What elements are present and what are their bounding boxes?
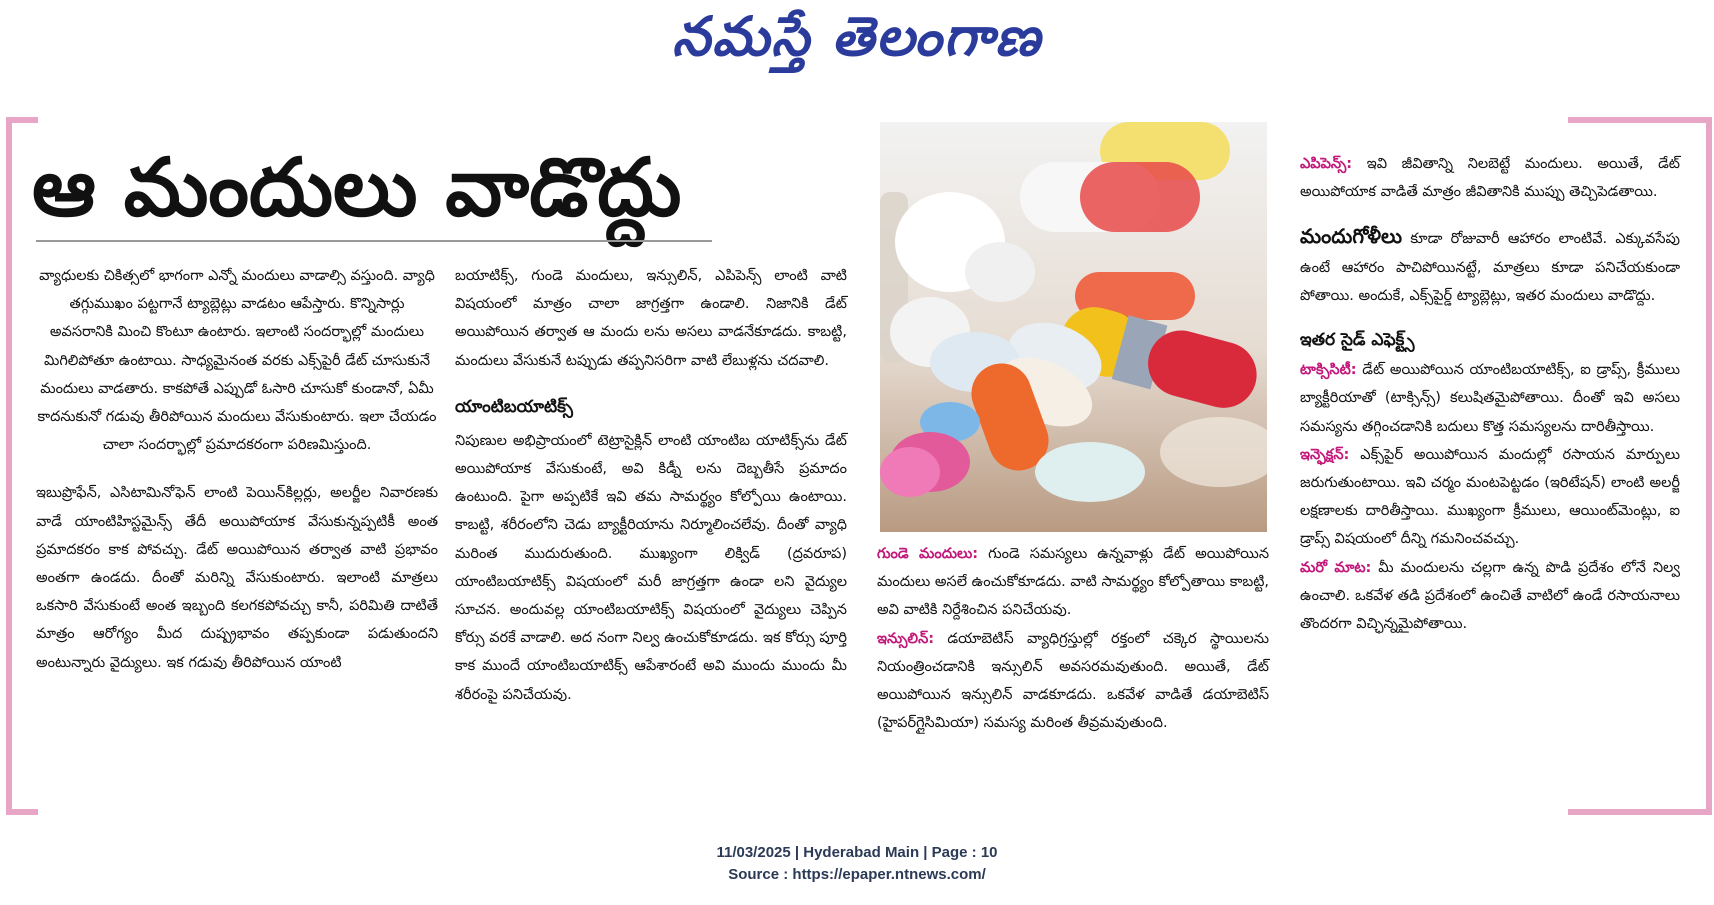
paragraph-text: ఇవి జీవితాన్ని నిలబెట్టే మందులు. అయితే, డేట్ అయిపోయాక వాడితే మాత్రం జీవితానికి ముప్పు తెచ్చిపెడతాయి. [1300, 156, 1680, 201]
term-epipens: ఎపిపెన్స్: [1300, 156, 1353, 172]
paragraph-another-note [1300, 554, 1680, 639]
frame-border-left [6, 117, 12, 815]
paragraph-infection [1300, 441, 1680, 554]
subheading-side-effects: ఇతర సైడ్ ఎఫెక్ట్స్ [1300, 330, 1415, 351]
paragraph-text: మీ మందులను చల్లగా ఉన్న పొడి ప్రదేశం లోనే నిల్వ ఉంచాలి. ఒకవేళ తడి ప్రదేశంలో ఉంచితే వాటిలో ఉండే రసాయనాలు తొందరగా విచ్ఛిన్నమైపోతాయి. [1300, 559, 1680, 633]
article-column-1 [36, 262, 438, 677]
paragraph-text: కూడా రోజువారీ ఆహారం లాంటివే. ఎక్కువసేపు ఉంటే ఆహారం పాచిపోయినట్టే, మాత్రలు కూడా పనిచేయకుండా పోతాయి. అందుకే, ఎక్స్‌పైర్డ్ ట్యాబ్లెట్లు, ఇతర మందులు వాడొద్దు. [1300, 231, 1680, 304]
body-paragraph: ఇబుప్రొఫేన్, ఎసిటామినోఫెన్ లాంటి పెయిన్‌కిల్లర్లు, అలర్జీల నివారణకు వాడే యాంటిహిస్టమైన్స్ తేదీ అయిపోయాక వేసుకున్నప్పటికీ అంత ప్రమాదకరం కాక పోవచ్చు. డేట్ అయిపోయిన తర్వాత వాటి ప్రభావం అంతగా ఉండదు. దీంతో మరిన్ని వేసుకుంటారు. ఇలాంటి మాత్రలు ఒకసారి వేసుకుంటే అంత ఇబ్బంది కలగకపోవచ్చు కానీ, పరిమితి దాటితే మాత్రం ఆరోగ్యం మీద దుష్ప్రభావం తప్పకుండా పడుతుందని అంటున్నారు వైద్యులు. ఇక గడువు తీరిపోయిన యాంటి [36, 485, 438, 671]
frame-border-bottom-right [1568, 809, 1712, 815]
paragraph-text: గుండె సమస్యలు ఉన్నవాళ్లు డేట్ అయిపోయిన మందులు అసలే ఉంచుకోకూడదు. వాటి సామర్థ్యం కోల్పోతాయి కాబట్టి, అవి వాటికి నిర్దేశించిన పనిచేయవు. [877, 546, 1269, 619]
paragraph-pills [1300, 222, 1680, 310]
footer-source: Source : https://epaper.ntnews.com/ [728, 866, 986, 883]
term-infection: ఇన్ఫెక్షన్: [1300, 446, 1350, 463]
body-paragraph: బయాటిక్స్, గుండె మందులు, ఇన్సులిన్, ఎపిపెన్స్ లాంటి వాటి విషయంలో మాత్రం చాలా జాగ్రత్తగా ఉండాలి. నిజానికి డేట్ అయిపోయిన తర్వాత ఆ మందు లను అసలు వాడనేకూడదు. కాబట్టి, మందులు వేసుకునే టప్పుడు తప్పనిసరిగా వాటి లేబుళ్లను చదవాలి. [455, 268, 847, 369]
article-headline: ఆ మందులు వాడొద్దు [32, 141, 682, 234]
term-toxicity: టాక్సిసిటీ: [1300, 362, 1357, 379]
masthead-logo: నమస్తే తెలంగాణ [672, 4, 1042, 68]
footer-issue-info: 11/03/2025 | Hyderabad Main | Page : 10 [716, 844, 998, 861]
frame-border-top-right [1568, 117, 1712, 123]
term-pills: మందుగోళీలు [1300, 224, 1403, 249]
frame-border-top-left [6, 117, 38, 123]
article-column-3 [877, 540, 1269, 737]
subheading-antibiotics: యాంటిబయాటిక్స్ [455, 396, 573, 417]
body-paragraph: నిపుణుల అభిప్రాయంలో టెట్రాసైక్లిన్ లాంటి యాంటిబ యాటిక్స్‌ను డేట్ అయిపోయాక వేసుకుంటే, అవి కిడ్నీ లను దెబ్బతీసే ప్రమాదం ఉంటుంది. పైగా అప్పటికే ఇవి తమ సామర్థ్యం కోల్పోయి ఉంటాయి. కాబట్టి, శరీరంలోని చెడు బ్యాక్టీరియాను నిర్మూలించలేవు. దీంతో వ్యాధి మరింత ముదురుతుంది. ముఖ్యంగా లిక్విడ్ (ద్రవరూప) యాంటిబయాటిక్స్ విషయంలో మరీ జాగ్రత్తగా ఉండా లని వైద్యుల సూచన. అందువల్ల యాంటిబయాటిక్స్ విషయంలో వైద్యులు చెప్పిన కోర్సు వరకే వాడాలి. అద నంగా నిల్వ ఉంచుకోకూడదు. ఇక కోర్సు పూర్తి కాక ముందే యాంటిబయాటిక్స్ ఆపేశారంటే అవి ముందు ముందు మీ శరీరంపై పనిచేయవు. [455, 432, 847, 703]
lead-paragraph: వ్యాధులకు చికిత్సలో భాగంగా ఎన్నో మందులు వాడాల్సి వస్తుంది. వ్యాధి తగ్గుముఖం పట్టగానే ట్యాబ్లెట్లు వాడటం ఆపేస్తారు. కొన్నిసార్లు అవసరానికి మించి కొంటూ ఉంటారు. ఇలాంటి సందర్భాల్లో మందులు మిగిలిపోతూ ఉంటాయి. సాధ్యమైనంత వరకు ఎక్స్‌పైరీ డేట్ చూసుకునే మందులు వాడతారు. కాకపోతే ఎప్పుడో ఓసారి చూసుకో కుండానో, ఏమీ కాదనుకునో గడువు తీరిపోయిన మందులు వేసుకుంటారు. ఇలా చేయడం చాలా సందర్భాల్లో ప్రమాదకరంగా పరిణమిస్తుంది. [37, 268, 437, 454]
term-heart-medicines: గుండె మందులు: [877, 546, 979, 562]
term-another-note: మరో మాట: [1300, 559, 1372, 576]
pills-photo [880, 122, 1267, 532]
paragraph-insulin [877, 625, 1269, 738]
headline-divider [36, 240, 712, 242]
article-column-4 [1300, 150, 1680, 638]
article-column-2 [455, 262, 847, 709]
frame-border-bottom-left [6, 809, 38, 815]
pills-illustration [880, 122, 1267, 532]
term-insulin: ఇన్సులిన్: [877, 630, 935, 647]
frame-border-right [1706, 117, 1712, 815]
paragraph-epipens [1300, 150, 1680, 206]
paragraph-heart-medicines [877, 540, 1269, 625]
paragraph-text: ఎక్స్‌పైర్ అయిపోయిన మందుల్లో రసాయన మార్పులు జరుగుతుంటాయి. ఇవి చర్మం మంటపెట్టడం (ఇరిటేషన్) లాంటి అలర్జీ లక్షణాలకు దారితీస్తాయి. ముఖ్యంగా క్రీములు, ఆయింట్‌మెంట్లు, ఐ డ్రాప్స్ విషయంలో దీన్ని గమనించవచ్చు. [1300, 446, 1680, 548]
paragraph-text: డయాబెటిస్ వ్యాధిగ్రస్తుల్లో రక్తంలో చక్కెర స్థాయిలను నియంత్రించడానికి ఇన్సులిన్ అవసరమవుతుంది. అయితే, డేట్ అయిపోయిన ఇన్సులిన్ వాడకూడదు. ఒకవేళ వాడితే డయాబెటిస్ (హైపర్‌గ్లైసిమియా) సమస్య మరింత తీవ్రమవుతుంది. [877, 630, 1269, 732]
paragraph-text: డేట్ అయిపోయిన యాంటిబయాటిక్స్, ఐ డ్రాప్స్, క్రీములు బ్యాక్టీరియాతో (టాక్సిన్స్) కలుషితమైపోతాయి. దీంతో ఇవి అసలు సమస్యను తగ్గించడానికి బదులు కొత్త సమస్యలను దారితీస్తాయి. [1300, 362, 1680, 435]
paragraph-toxicity [1300, 356, 1680, 441]
